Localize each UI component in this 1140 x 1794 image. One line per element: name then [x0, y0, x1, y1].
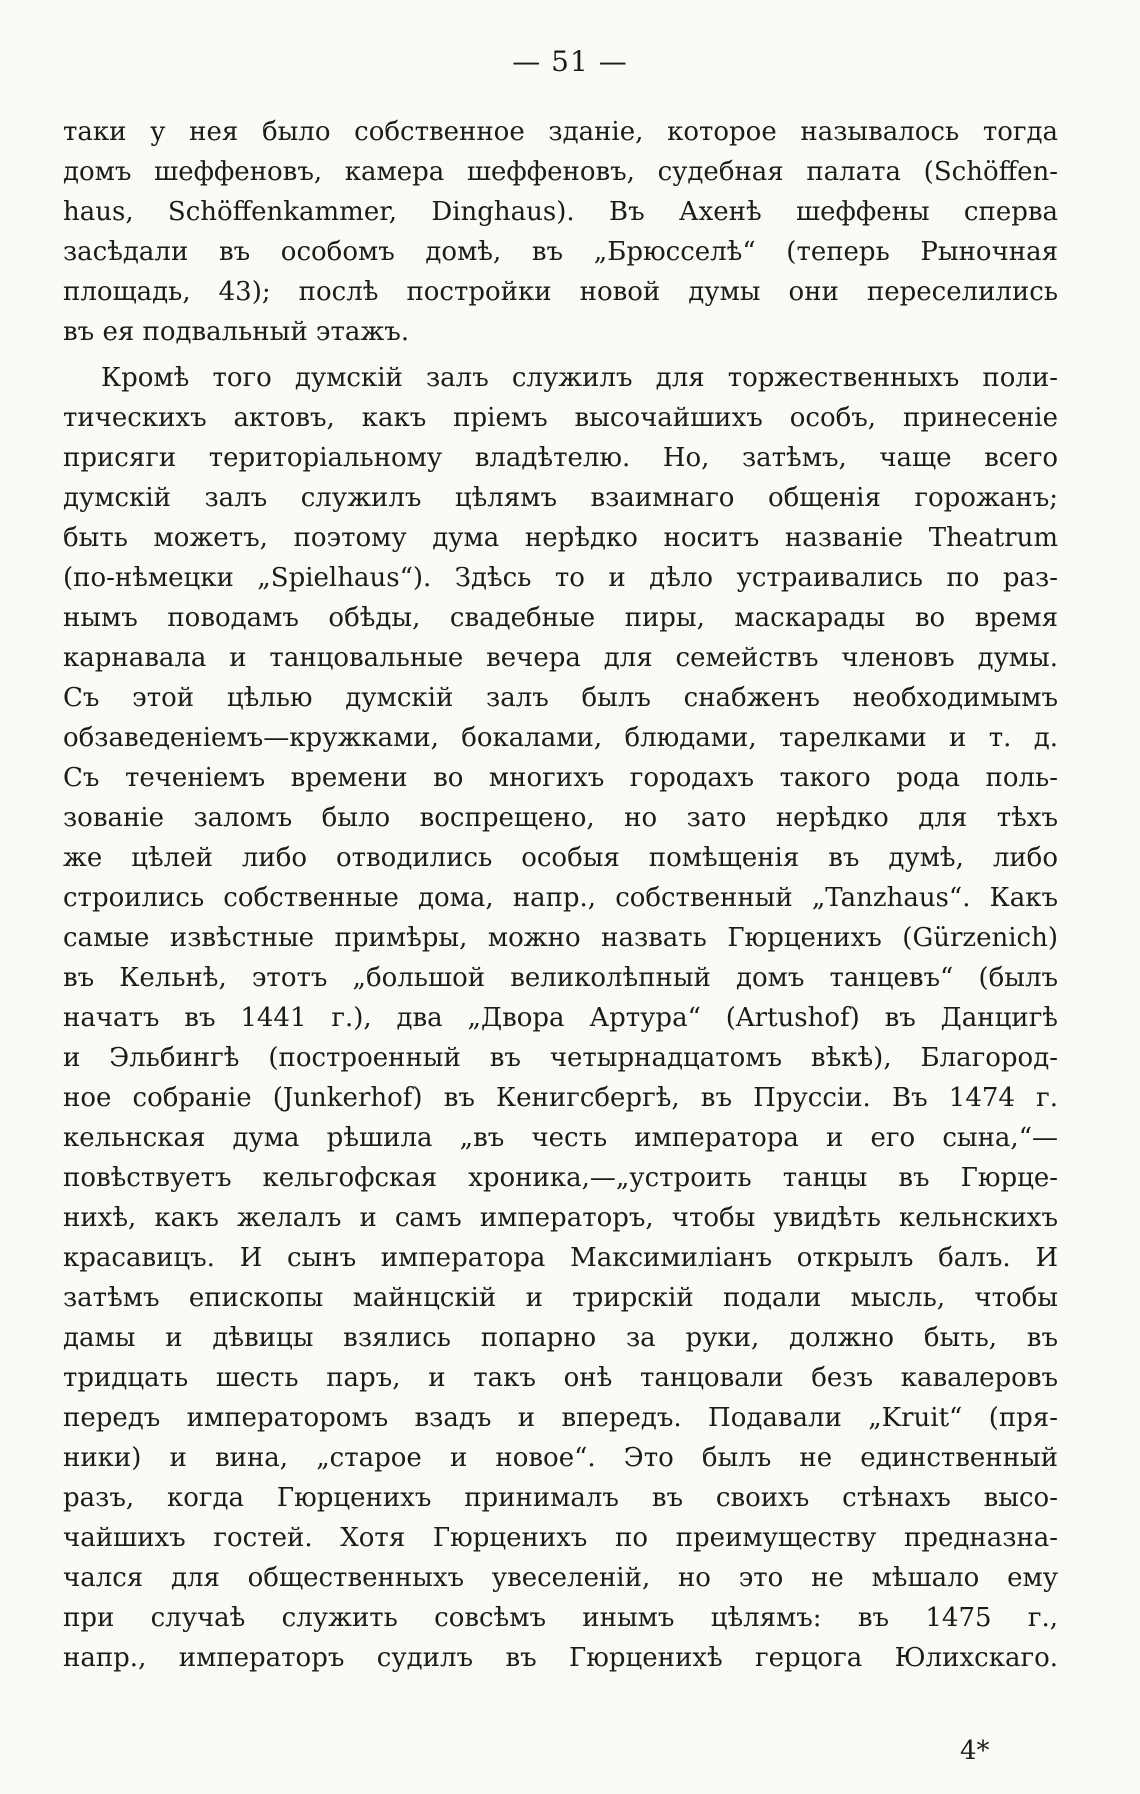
text-line: Съ этой цѣлью думскій залъ былъ снабженъ необходимымъ: [63, 683, 1058, 713]
text-line: затѣмъ епископы майнцскій и трирскій подали мысль, чтобы: [63, 1283, 1058, 1313]
text-line: тридцать шесть паръ, и такъ онѣ танцовали безъ кавалеровъ: [63, 1363, 1058, 1393]
text-line: обзаведеніемъ—кружками, бокалами, блюдами, тарелками и т. д.: [63, 723, 1058, 753]
text-line: площадь, 43); послѣ постройки новой думы они переселились: [63, 277, 1058, 307]
text-line: дамы и дѣвицы взялись попарно за руки, должно быть, въ: [63, 1323, 1058, 1353]
text-line: домъ шеффеновъ, камера шеффеновъ, судебная палата (Schöffen-: [63, 157, 1058, 187]
text-line: красавицъ. И сынъ императора Максимиліанъ открылъ балъ. И: [63, 1243, 1058, 1273]
text-line: засѣдали въ особомъ домѣ, въ „Брюсселѣ“ (теперь Рыночная: [63, 237, 1058, 267]
text-line: чайшихъ гостей. Хотя Гюрценихъ по преимуществу предназна-: [63, 1523, 1058, 1553]
text-line: въ Кельнѣ, этотъ „большой великолѣпный домъ танцевъ“ (былъ: [63, 963, 1058, 993]
text-line: зованіе заломъ было воспрещено, но зато нерѣдко для тѣхъ: [63, 803, 1058, 833]
paragraph-2: [63, 358, 1058, 1678]
text-line: ное собраніе (Junkerhof) въ Кенигсбергѣ, въ Пруссіи. Въ 1474 г.: [63, 1083, 1058, 1113]
text-line: разъ, когда Гюрценихъ принималъ въ своихъ стѣнахъ высо-: [63, 1483, 1058, 1513]
text-line: въ ея подвальный этажъ.: [63, 317, 410, 347]
text-line: Кромѣ того думскій залъ служилъ для торжественныхъ поли-: [101, 363, 1058, 393]
text-line: напр., императоръ судилъ въ Гюрценихѣ герцога Юлихскаго.: [63, 1643, 1058, 1673]
text-line: передъ императоромъ взадъ и впередъ. Подавали „Kruit“ (пря-: [63, 1403, 1058, 1433]
body-text: [63, 112, 1058, 1678]
text-line: тическихъ актовъ, какъ пріемъ высочайшихъ особъ, принесеніе: [63, 403, 1058, 433]
text-line: кельнская дума рѣшила „въ честь императора и его сына,“—: [63, 1123, 1058, 1153]
text-line: Съ теченіемъ времени во многихъ городахъ такого рода поль-: [63, 763, 1058, 793]
paragraph-1: [63, 112, 1058, 352]
text-line: haus, Schöffenkammer, Dinghaus). Въ Ахенѣ шеффены сперва: [63, 197, 1058, 227]
signature-mark: 4*: [960, 1736, 990, 1766]
text-line: думскій залъ служилъ цѣлямъ взаимнаго общенія горожанъ;: [63, 483, 1058, 513]
text-line: быть можетъ, поэтому дума нерѣдко носитъ названіе Theatrum: [63, 523, 1058, 553]
text-line: нихѣ, какъ желалъ и самъ императоръ, чтобы увидѣть кельнскихъ: [63, 1203, 1058, 1233]
text-line: и Эльбингѣ (построенный въ четырнадцатомъ вѣкѣ), Благород-: [63, 1043, 1058, 1073]
text-line: (по-нѣмецки „Spielhaus“). Здѣсь то и дѣло устраивались по раз-: [63, 563, 1058, 593]
text-line: нымъ поводамъ обѣды, свадебные пиры, маскарады во время: [63, 603, 1058, 633]
page-number: — 51 —: [512, 45, 628, 78]
text-line: начатъ въ 1441 г.), два „Двора Артура“ (Artushof) въ Данцигѣ: [63, 1003, 1058, 1033]
text-line: ники) и вина, „старое и новое“. Это былъ не единственный: [63, 1443, 1058, 1473]
text-line: карнавала и танцовальные вечера для семействъ членовъ думы.: [63, 643, 1058, 673]
text-line: при случаѣ служить совсѣмъ инымъ цѣлямъ: въ 1475 г.,: [63, 1603, 1058, 1633]
text-line: чался для общественныхъ увеселеній, но это не мѣшало ему: [63, 1563, 1058, 1593]
text-line: самые извѣстные примѣры, можно назвать Гюрценихъ (Gürzenich): [63, 923, 1058, 953]
text-line: присяги територіальному владѣтелю. Но, затѣмъ, чаще всего: [63, 443, 1058, 473]
text-line: таки у нея было собственное зданіе, которое называлось тогда: [63, 117, 1058, 147]
text-line: повѣствуетъ кельгофская хроника,—„устроить танцы въ Гюрце-: [63, 1163, 1058, 1193]
text-line: же цѣлей либо отводились особыя помѣщенія въ думѣ, либо: [63, 843, 1058, 873]
text-line: строились собственные дома, напр., собственный „Tanzhaus“. Какъ: [63, 883, 1058, 913]
